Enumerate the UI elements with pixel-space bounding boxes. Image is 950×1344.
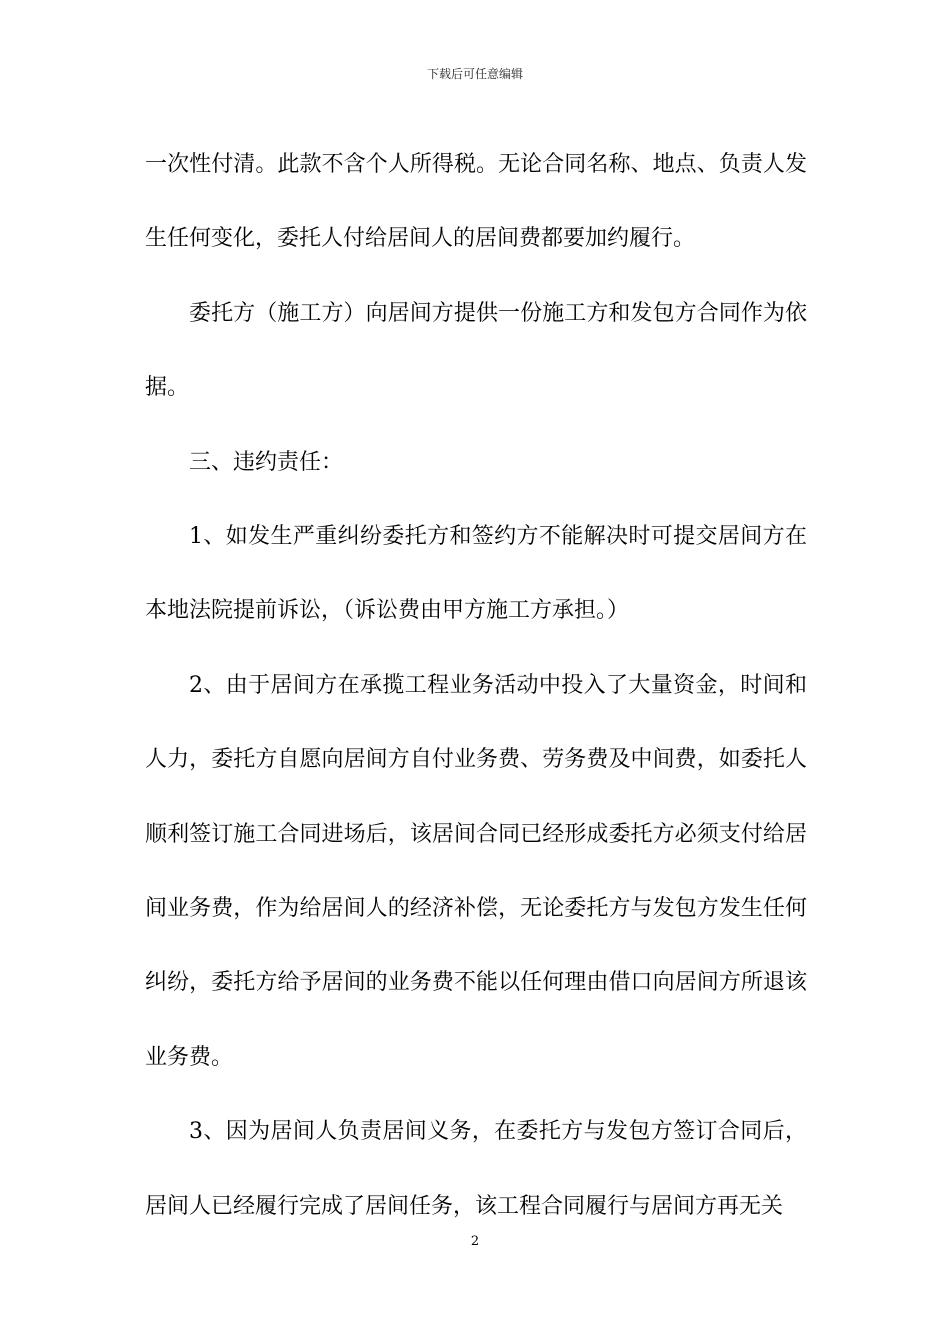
- section-heading-liability: 三、违约责任：: [189, 449, 344, 475]
- paragraph-contract-basis: 委托方（施工方）向居间方提供一份施工方和发包方合同作为依据。: [145, 300, 807, 401]
- page-header: 下载后可任意编辑: [426, 67, 523, 81]
- paragraph-clause-2: 2、由于居间方在承揽工程业务活动中投入了大量资金，时间和人力，委托方自愿向居间方自付业务费、劳务费及中间费，如委托人顺利签订施工合同进场后，该居间合同已经形成委托方必须支付给居间业务费，作为给居间人的经济补偿，无论委托方与发包方发生任何纠纷，委托方给予居间的业务费不能以任何理由借口向居间方所退该业务费。: [145, 672, 807, 1070]
- paragraph-clause-1: 1、如发生严重纠纷委托方和签约方不能解决时可提交居间方在本地法院提前诉讼，（诉讼费由甲方施工方承担。）: [145, 524, 807, 624]
- paragraph-payment: 一次性付清。此款不含个人所得税。无论合同名称、地点、负责人发生任何变化，委托人付给居间人的居间费都要加约履行。: [145, 152, 807, 252]
- page-number: 2: [470, 1234, 480, 1249]
- paragraph-clause-3: 3、因为居间人负责居间义务，在委托方与发包方签订合同后，居间人已经履行完成了居间任务，该工程合同履行与居间方再无关: [145, 1119, 807, 1219]
- document-body: [145, 128, 807, 1244]
